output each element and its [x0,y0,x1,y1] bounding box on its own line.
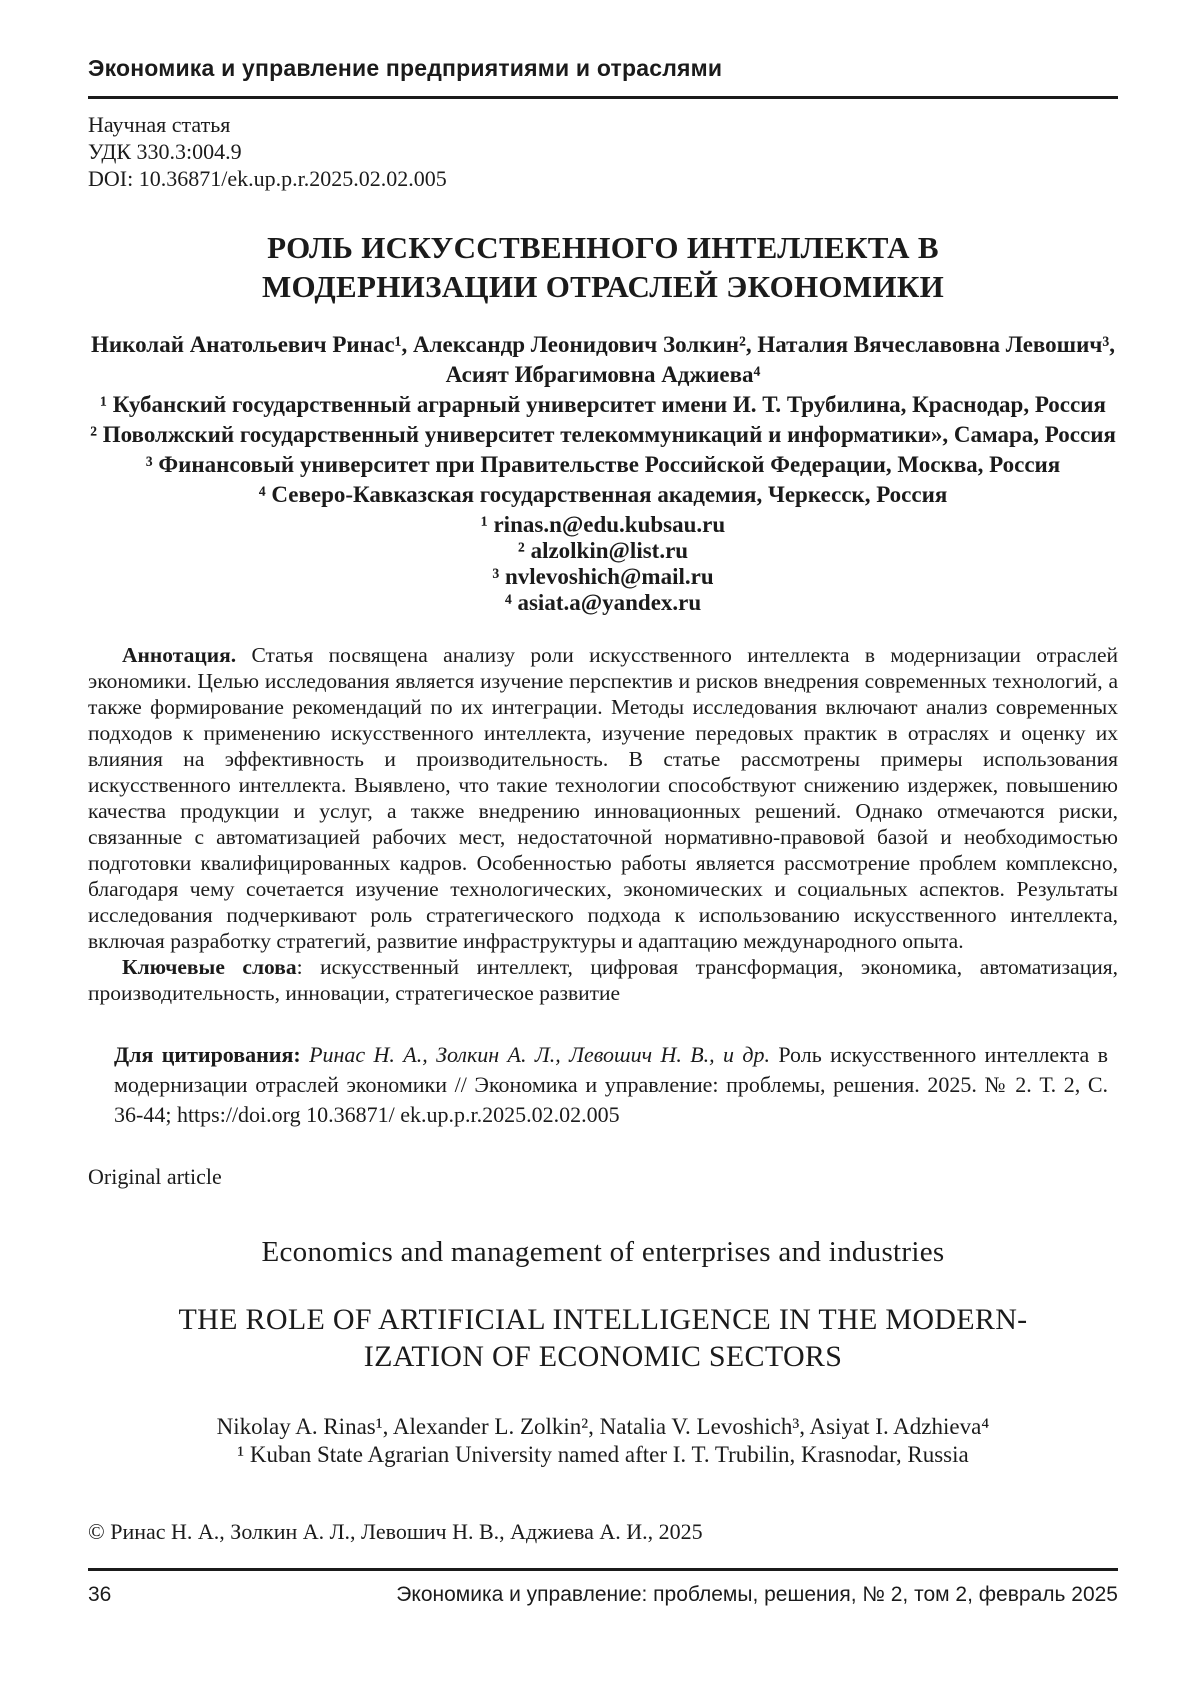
keywords-paragraph [88,954,1118,1006]
running-head [88,55,1118,99]
affiliation-4: ⁴ Северо-Кавказская государственная академия, Черкесск, Россия [258,482,948,507]
citation-text: Роль искусственного интеллекта в модернизации отраслей экономики // Экономика и управление: проблемы, решения. 2025. № 2. Т. 2, С. 36-44; https://doi.org 10.36871/ ek.up.p.r.2025.02.02.005 [114,1042,1108,1127]
copyright-line: © Ринас Н. А., Золкин А. Л., Левошич Н. В., Аджиева А. И., 2025 [88,1519,703,1544]
title-en-line-1: THE ROLE OF ARTIFICIAL INTELLIGENCE IN THE MODERN- [178,1303,1028,1336]
authors-affiliation-en-block [88,1413,1118,1469]
page-number: 36 [88,1583,112,1606]
citation-authors: Ринас Н. А., Золкин А. Л., Левошич Н. В., и др. [300,1042,770,1067]
journal-footer-line: Экономика и управление: проблемы, решения, № 2, том 2, февраль 2025 [396,1583,1118,1606]
original-article-label: Original article [88,1164,222,1189]
article-title-ru [88,228,1118,306]
affiliation-2: ² Поволжский государственный университет телекоммуникаций и информатики», Самара, Россия [90,422,1116,447]
citation-label: Для цитирования: [114,1042,301,1067]
abstract-label: Аннотация. [122,643,237,667]
citation-block [114,1040,1108,1130]
udc-code: УДК 330.3:004.9 [88,139,242,164]
affiliation-en: ¹ Kuban State Agrarian University named after I. T. Trubilin, Krasnodar, Russia [237,1442,969,1467]
email-1: ¹ rinas.n@edu.kubsau.ru [480,512,726,537]
page-footer [88,1568,1118,1607]
email-4: ⁴ asiat.a@yandex.ru [504,590,702,615]
affiliation-1: ¹ Кубанский государственный аграрный университет имени И. Т. Трубилина, Краснодар, Россия [100,392,1106,417]
article-type: Научная статья [88,112,231,137]
email-2: ² alzolkin@list.ru [517,538,689,563]
affiliation-3: ³ Финансовый университет при Правительстве Российской Федерации, Москва, Россия [145,452,1061,477]
section-heading: Экономика и управление предприятиями и отраслями [88,55,723,81]
abstract-text: Статья посвящена анализу роли искусственного интеллекта в модернизации отраслей экономики. Целью исследования является изучение перспектив и рисков внедрения современных технологий, а также формирование рекомендаций по их интеграции. Методы исследования включают анализ современных подходов к применению искусственного интеллекта, изучение передовых практик в отраслях и оценку их влияния на эффективность и производительность. В статье рассмотрены примеры использования искусственного интеллекта. Выявлено, что такие технологии способствуют снижению издержек, повышению качества продукции и услуг, а также внедрению инновационных решений. Однако отмечаются риски, связанные с автоматизацией рабочих мест, недостаточной нормативно-правовой базой и необходимостью подготовки квалифицированных кадров. Особенностью работы является рассмотрение проблем комплексно, благодаря чему сочетается изучение технологических, экономических и социальных аспектов. Результаты исследования подчеркивают роль стратегического подхода к использованию искусственного интеллекта, включая разработку стратегий, развитие инфраструктуры и адаптацию международного опыта. [88,643,1118,953]
footer-rule [88,1568,1118,1571]
author-emails-block [88,512,1118,616]
title-ru-line-1: РОЛЬ ИСКУССТВЕННОГО ИНТЕЛЛЕКТА В [267,230,939,265]
authors-en: Nikolay A. Rinas¹, Alexander L. Zolkin², Natalia V. Levoshich³, Asiyat I. Adzhieva⁴ [216,1414,990,1439]
authors-affiliations-block [88,330,1118,510]
section-heading-en: Economics and management of enterprises and industries [261,1236,945,1268]
article-title-en [88,1301,1118,1375]
title-ru-line-2: МОДЕРНИЗАЦИИ ОТРАСЛЕЙ ЭКОНОМИКИ [261,269,945,304]
authors-ru: Николай Анатольевич Ринас¹, Александр Леонидович Золкин², Наталия Вячеславовна Левошич³, Асият Ибрагимовна Аджиева⁴ [91,332,1115,387]
abstract-paragraph [88,642,1118,954]
keywords-text: : искусственный интеллект, цифровая трансформация, экономика, автоматизация, производительность, инновации, стратегическое развитие [88,955,1118,1005]
title-en-line-2: IZATION OF ECONOMIC SECTORS [363,1340,843,1373]
doi-line: DOI: 10.36871/ek.up.p.r.2025.02.02.005 [88,166,447,191]
header-rule [88,96,1118,99]
keywords-label: Ключевые слова [122,955,297,979]
article-meta [88,111,1118,192]
email-3: ³ nvlevoshich@mail.ru [492,564,714,589]
